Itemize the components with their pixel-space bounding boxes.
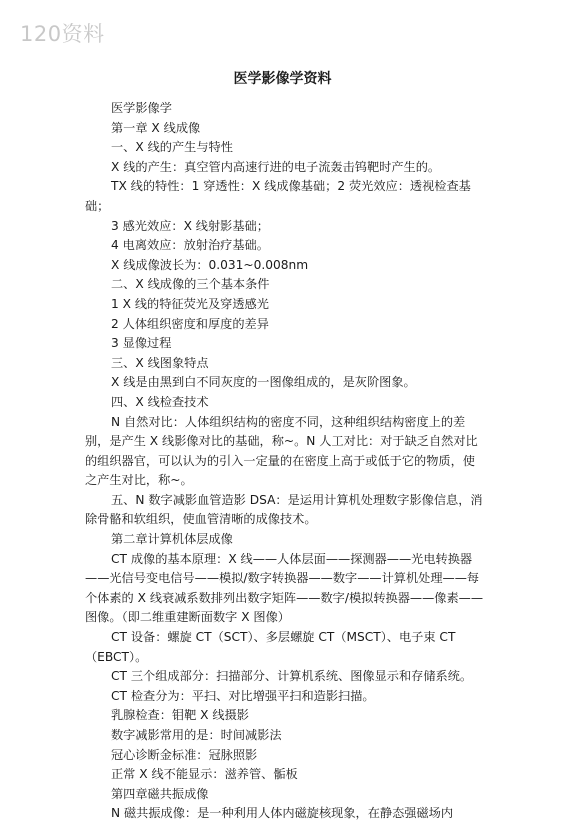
text-line: 医学影像学 bbox=[111, 101, 172, 115]
text-line: 第二章计算机体层成像 bbox=[111, 532, 233, 547]
text-line: CT 三个组成部分：扫描部分、计算机系统、图像显示和存储系统。 bbox=[111, 669, 473, 684]
text-line: 二、X 线成像的三个基本条件 bbox=[111, 277, 270, 292]
text-line: 1 X 线的特征荧光及穿透感光 bbox=[111, 296, 269, 311]
text-line: 三、X 线图象特点 bbox=[111, 355, 209, 370]
text-line: 第四章磁共振成像 bbox=[111, 786, 209, 801]
text-line: 3 显像过程 bbox=[111, 336, 172, 351]
text-line: 一、X 线的产生与特性 bbox=[111, 140, 233, 155]
text-line: X 线成像波长为：0.031~0.008nm bbox=[111, 257, 309, 272]
text-line: CT 设备：螺旋 CT（SCT）、多层螺旋 CT（MSCT）、电子束 CT（EBCT）。 bbox=[85, 630, 456, 664]
text-line: TX 线的特性：1 穿透性：X 线成像基础；2 荧光效应：透视检查基础； bbox=[85, 179, 471, 213]
text-line: 2 人体组织密度和厚度的差异 bbox=[111, 316, 269, 331]
text-line: CT 成像的基本原理：X 线——人体层面——探测器——光电转换器——光信号变电信号——模拟/数字转换器——数字——计算机处理——每个体素的 X 线衰减系数排列出数字矩阵——数字/模拟转换器——像素——图像。（即二维重建断面数字 X 图像） bbox=[85, 551, 484, 625]
text-line: X 线的产生：真空管内高速行进的电子流轰击钨靶时产生的。 bbox=[111, 159, 441, 174]
text-line: CT 检查分为：平扫、对比增强平扫和造影扫描。 bbox=[111, 688, 375, 703]
document-body bbox=[85, 99, 485, 824]
document-title: 医学影像学资料 bbox=[233, 71, 332, 87]
text-line: N 磁共振成像：是一种利用人体内磁旋核现象，在静态强磁场内 bbox=[111, 806, 454, 821]
text-line: 正常 X 线不能显示：滋养管、骺板 bbox=[111, 767, 298, 782]
text-line: 冠心诊断金标准：冠脉照影 bbox=[111, 747, 258, 762]
text-line: 4 电离效应：放射治疗基础。 bbox=[111, 238, 269, 253]
text-line: 四、X 线检查技术 bbox=[111, 394, 209, 409]
watermark: 120资料 bbox=[20, 22, 105, 46]
text-line: 3 感光效应：X 线射影基础； bbox=[111, 218, 269, 233]
text-line: 乳腺检查：钼靶 X 线摄影 bbox=[111, 708, 249, 723]
text-line: 数字减影常用的是：时间减影法 bbox=[111, 728, 282, 742]
text-line: 五、N 数字减影血管造影 DSA：是运用计算机处理数字影像信息，消除骨骼和软组织，使血管清晰的成像技术。 bbox=[85, 492, 483, 527]
text-line: 第一章 X 线成像 bbox=[111, 120, 201, 135]
text-line: X 线是由黑到白不同灰度的一图像组成的，是灰阶图象。 bbox=[111, 375, 416, 390]
text-line: N 自然对比：人体组织结构的密度不同，这种组织结构密度上的差别，是产生 X 线影像对比的基础，称~。N 人工对比：对于缺乏自然对比的组织器官，可以认为的引入一定量的在密度上高于或低于它的物质，使之产生对比，称~。 bbox=[85, 414, 478, 488]
